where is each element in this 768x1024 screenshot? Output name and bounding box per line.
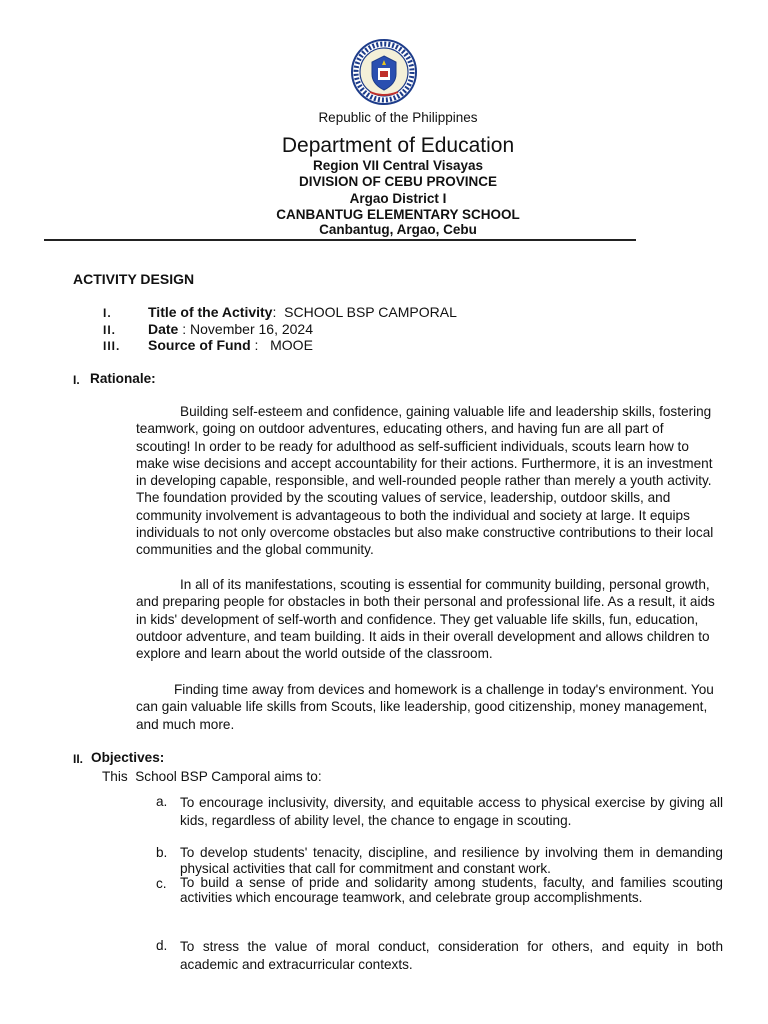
region-line: Region VII Central Visayas xyxy=(312,158,484,173)
objectives-num: II. xyxy=(73,752,84,766)
district-line: Argao District I xyxy=(349,191,447,206)
objective-item: To encourage inclusivity, diversity, and equitable access to physical exercise by giving all kids, regardless of ability level, the chance to engage in scouting. xyxy=(180,795,723,828)
objectives-heading: Objectives: xyxy=(91,750,165,765)
detail-label: Title of the Activity xyxy=(148,304,273,320)
rationale-num: I. xyxy=(73,373,80,387)
detail-num-3: III. xyxy=(103,339,121,353)
division-line: DIVISION OF CEBU PROVINCE xyxy=(298,174,498,189)
detail-date: Date : November 16, 2024 xyxy=(148,321,313,337)
objectives-intro: This School BSP Camporal aims to: xyxy=(102,769,322,784)
detail-value: MOOE xyxy=(270,337,313,353)
detail-value: November 16, 2024 xyxy=(190,321,313,337)
detail-num-2: II. xyxy=(103,323,117,337)
school-name: CANBANTUG ELEMENTARY SCHOOL xyxy=(276,207,520,222)
objective-letter: a. xyxy=(156,794,168,809)
department-title: Department of Education xyxy=(281,134,515,157)
deped-seal xyxy=(350,38,418,106)
rationale-heading: Rationale: xyxy=(90,371,156,386)
detail-label: Source of Fund xyxy=(148,337,251,353)
objective-item: To build a sense of pride and solidarity among students, faculty, and families scouting activities which encourage teamwork, and celebrate group accomplishments. xyxy=(180,875,723,905)
rationale-paragraph-2: In all of its manifestations, scouting is essential for community building, personal growth, and preparing people for obstacles in both their personal and professional life. As a result, it aids in kids' development of self-worth and confidence. They get valuable life skills, fun, education, outdoor adventure, and team building. It aids in their overall development and allows children to explore and learn about the world outside of the classroom. xyxy=(136,577,715,662)
republic-line: Republic of the Philippines xyxy=(318,110,478,125)
detail-title: Title of the Activity: SCHOOL BSP CAMPORAL xyxy=(148,304,457,320)
objective-item: To stress the value of moral conduct, consideration for others, and equity in both academic and extracurricular contexts. xyxy=(180,939,723,972)
rationale-paragraph-3: Finding time away from devices and homework is a challenge in today's environment. You can gain valuable life skills from Scouts, like leadership, good citizenship, money management, and much more. xyxy=(136,682,714,732)
detail-value: SCHOOL BSP CAMPORAL xyxy=(284,304,457,320)
detail-label: Date xyxy=(148,321,179,337)
rationale-paragraph-1: Building self-esteem and confidence, gaining valuable life and leadership skills, fostering teamwork, going on outdoor adventures, educating others, and having fun are all part of scouting! In order to be ready for adulthood as self-sufficient individuals, scouts learn how to make wise decisions and accept accountability for their actions. Furthermore, it is an investment in developing capable, responsible, and well-rounded people rather than merely a youth activity. The foundation provided by the scouting values of service, leadership, outdoor skills, and community involvement is advantageous to both the individual and society at large. It equips individuals to not only overcome obstacles but also make constructive contributions to their local communities and the global community. xyxy=(136,404,714,558)
detail-fund: Source of Fund : MOOE xyxy=(148,337,313,353)
detail-num-1: I. xyxy=(103,306,112,320)
objective-letter: d. xyxy=(156,938,168,953)
objective-item: To develop students' tenacity, discipline, and resilience by involving them in demanding physical activities that call for commitment and constant work. xyxy=(180,845,723,876)
header-divider xyxy=(44,239,636,241)
objective-letter: b. xyxy=(156,845,168,860)
objective-letter: c. xyxy=(156,876,167,891)
school-address: Canbantug, Argao, Cebu xyxy=(319,222,477,237)
doc-title: ACTIVITY DESIGN xyxy=(73,271,195,287)
